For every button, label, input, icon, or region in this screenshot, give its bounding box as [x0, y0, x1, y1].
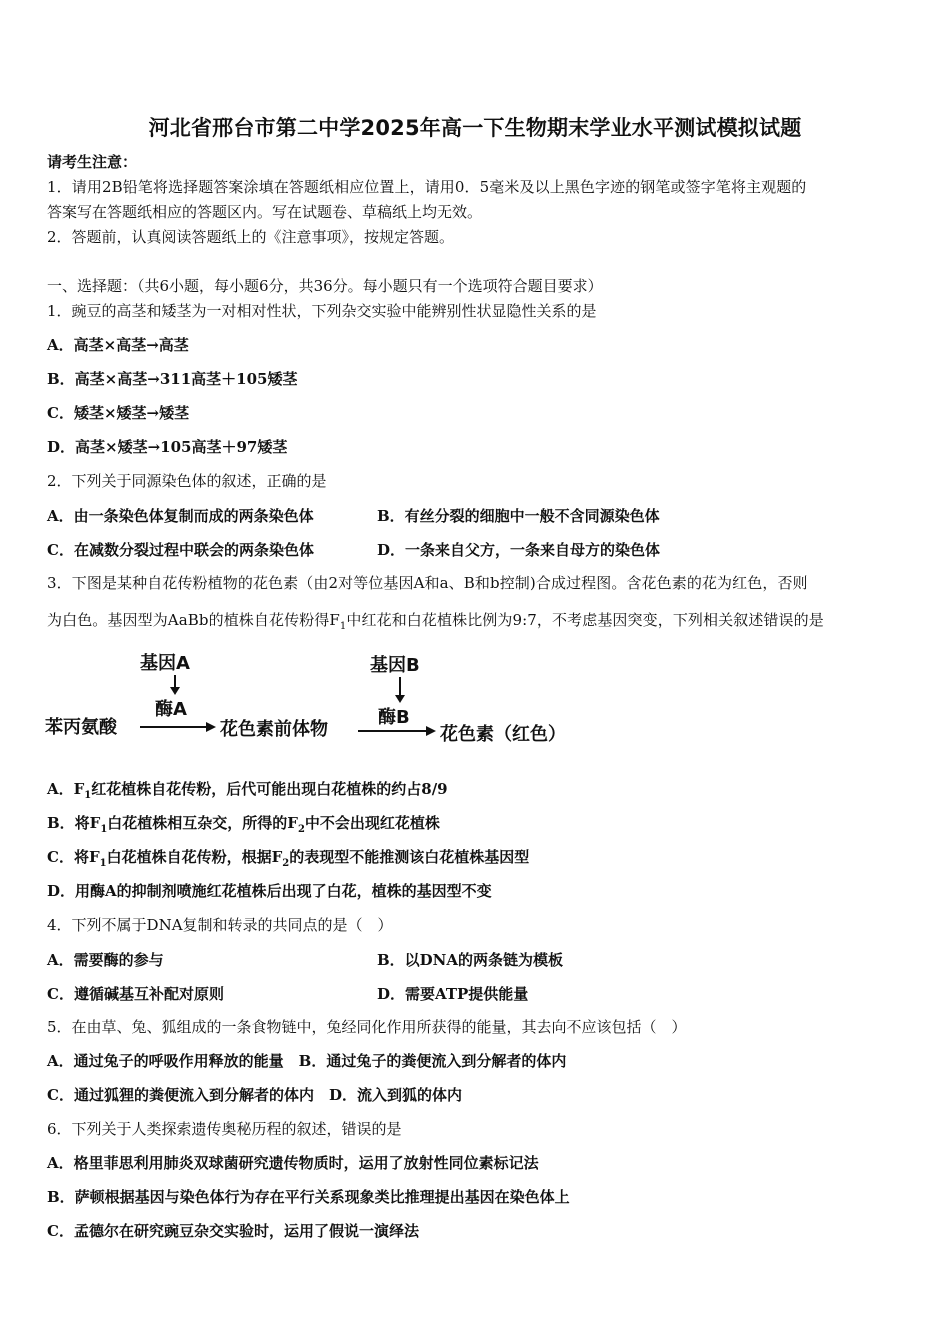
enzyme-b-label: 酶B	[378, 707, 410, 728]
gene-a-arrowhead	[170, 687, 180, 695]
question-4-option-b: B．以DNA的两条链为模板	[377, 951, 564, 969]
question-2-option-a: A．由一条染色体复制而成的两条染色体	[47, 507, 314, 525]
notice-item-1-line-2: 答案写在答题纸相应的答题区内。写在试题卷、草稿纸上均无效。	[47, 203, 483, 221]
question-6-option-c: C．孟德尔在研究豌豆杂交实验时，运用了假说一演绎法	[47, 1222, 419, 1240]
notice-item-2: 2．答题前，认真阅读答题纸上的《注意事项》，按规定答题。	[47, 228, 455, 246]
gene-b-arrowhead	[395, 695, 405, 703]
question-1-option-c: C．矮茎×矮茎→矮茎	[47, 404, 190, 422]
enzyme-a-label: 酶A	[155, 699, 187, 720]
question-3-option-b: B．将$F_1$白花植株相互杂交，所得的$F_2$中不会出现红花植株	[47, 814, 440, 835]
question-3-option-a: A．$F_1$红花植株自花传粉，后代可能出现白花植株的约占8/9	[47, 780, 448, 801]
reaction-arrowhead-2	[426, 726, 436, 736]
question-6-option-a: A．格里菲思利用肺炎双球菌研究遗传物质时，运用了放射性同位素标记法	[47, 1154, 539, 1172]
question-1-option-b: B．高茎×高茎→311高茎＋105矮茎	[47, 370, 298, 388]
question-2-option-d: D．一条来自父方，一条来自母方的染色体	[377, 541, 661, 559]
substrate-label: 苯丙氨酸	[45, 717, 117, 738]
question-2-stem: 2．下列关于同源染色体的叙述，正确的是	[47, 472, 327, 490]
question-4-option-a: A．需要酶的参与	[47, 951, 164, 969]
notice-item-1-line-1: 1．请用2B铅笔将选择题答案涂填在答题纸相应位置上，请用0．5毫米及以上黑色字迹的钢笔或签字笔将主观题的	[47, 178, 807, 196]
precursor-label: 花色素前体物	[220, 719, 328, 740]
question-4-option-d: D．需要ATP提供能量	[377, 985, 529, 1003]
question-6-option-b: B．萨顿根据基因与染色体行为存在平行关系现象类比推理提出基因在染色体上	[47, 1188, 570, 1206]
pathway-diagram	[40, 645, 620, 755]
question-6-stem: 6．下列关于人类探索遗传奥秘历程的叙述，错误的是	[47, 1120, 402, 1138]
section-heading: 一、选择题：（共6小题，每小题6分，共36分。每小题只有一个选项符合题目要求）	[47, 277, 603, 295]
product-label: 花色素（红色）	[440, 724, 566, 745]
question-1-stem: 1．豌豆的高茎和矮茎为一对相对性状，下列杂交实验中能辨别性状显隐性关系的是	[47, 302, 597, 320]
notice-heading: 请考生注意：	[47, 153, 138, 171]
gene-a-label: 基因A	[140, 653, 190, 674]
question-2-option-c: C．在减数分裂过程中联会的两条染色体	[47, 541, 314, 559]
question-5-options-ab: A．通过兔子的呼吸作用释放的能量 B．通过兔子的粪便流入到分解者的体内	[47, 1052, 567, 1070]
question-3-option-c: C．将$F_1$白花植株自花传粉，根据$F_2$的表现型不能推测该白花植株基因型	[47, 848, 530, 869]
question-3-stem-line-1: 3．下图是某种自花传粉植物的花色素（由2对等位基因A和a、B和b控制)合成过程图。含花色素的花为红色，否则	[47, 574, 808, 592]
page-title: 河北省邢台市第二中学2025年高一下生物期末学业水平测试模拟试题	[148, 116, 802, 140]
reaction-arrowhead-1	[206, 722, 216, 732]
gene-b-label: 基因B	[370, 655, 420, 676]
question-2-option-b: B．有丝分裂的细胞中一般不含同源染色体	[377, 507, 660, 525]
question-5-stem: 5．在由草、兔、狐组成的一条食物链中，兔经同化作用所获得的能量，其去向不应该包括（ ）	[47, 1018, 687, 1036]
question-1-option-d: D．高茎×矮茎→105高茎＋97矮茎	[47, 438, 288, 456]
question-1-option-a: A．高茎×高茎→高茎	[47, 336, 189, 354]
question-4-option-c: C．遵循碱基互补配对原则	[47, 985, 224, 1003]
question-3-stem-line-2: 为白色。基因型为AaBb的植株自花传粉得$F_1$中红花和白花植株比例为9:7，不考虑基因突变，下列相关叙述错误的是	[47, 611, 824, 632]
question-3-option-d: D．用酶A的抑制剂喷施红花植株后出现了白花，植株的基因型不变	[47, 882, 492, 900]
question-5-options-cd: C．通过狐狸的粪便流入到分解者的体内 D．流入到狐的体内	[47, 1086, 462, 1104]
question-4-stem: 4．下列不属于DNA复制和转录的共同点的是（ ）	[47, 916, 393, 934]
